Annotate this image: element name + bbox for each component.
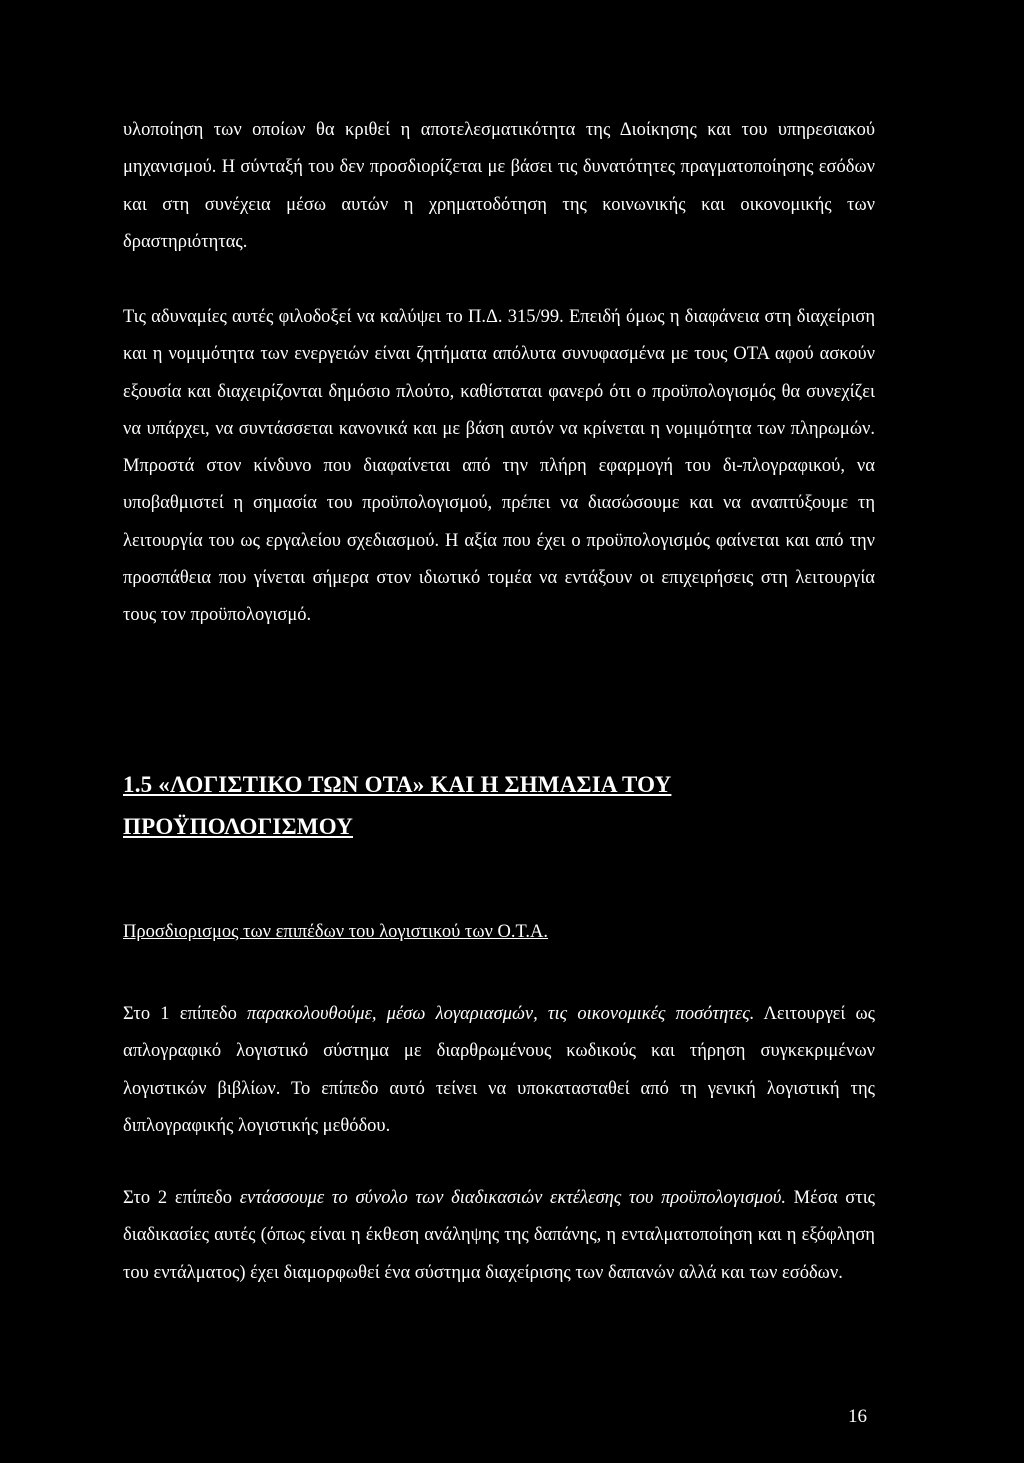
paragraph-level-1	[123, 996, 875, 1145]
level-1-italic: παρακολουθούμε, μέσω λογαριασμών, τις οικονομικές ποσότητες.	[247, 1004, 755, 1024]
level-2-italic: εντάσσουμε το σύνολο των διαδικασιών εκτέλεσης του προϋπολογισμού.	[239, 1188, 786, 1208]
paragraph-budget-execution: υλοποίηση των οποίων θα κριθεί η αποτελεσματικότητα της Διοίκησης και του υπηρεσιακού μηχανισμού. Η σύνταξή του δεν προσδιορίζεται με βάσει τις δυνατότητες πραγματοποίησης εσόδων και στη συνέχεια μέσω αυτών η χρηματοδότηση της κοινωνικής και οικονομικής των δραστηριότητας.	[123, 120, 875, 252]
page-number: 16	[848, 1406, 867, 1427]
paragraph-pd-315-99: Τις αδυναμίες αυτές φιλοδοξεί να καλύψει το Π.Δ. 315/99. Επειδή όμως η διαφάνεια στη διαχείριση και η νομιμότητα των ενεργειών είναι ζητήματα απόλυτα συνυφασμένα με τους ΟΤΑ αφού ασκούν εξουσία και διαχειρίζονται δημόσιο πλούτο, καθίσταται φανερό ότι ο προϋπολογισμός θα συνεχίζει να υπάρχει, να συντάσσεται κανονικά και με βάση αυτόν να κρίνεται η νομιμότητα των πληρωμών. Μπροστά στον κίνδυνο που διαφαίνεται από την πλήρη εφαρμογή του δι-πλογραφικού, να υποβαθμιστεί η σημασία του προϋπολογισμού, πρέπει να διασώσουμε και να αναπτύξουμε τη λειτουργία του ως εργαλείου σχεδιασμού. Η αξία που έχει ο προϋπολογισμός φαίνεται και από την προσπάθεια που γίνεται σήμερα στον ιδιωτικό τομέα να εντάξουν οι επιχειρήσεις στη λειτουργία τους τον προϋπολογισμό.	[123, 307, 875, 626]
subheading-accounting-levels: Προσδιορισμος των επιπέδων του λογιστικού των Ο.Τ.Α.	[123, 922, 549, 942]
level-2-intro: Στο 2 επίπεδο	[123, 1188, 240, 1208]
level-1-rest: Λειτουργεί ως απλογραφικό λογιστικό σύστημα με διαρθρωμένους κωδικούς και τήρηση συγκεκριμένων λογιστικών βιβλίων. Το επίπεδο αυτό τείνει να υποκατασταθεί από τη γενική λογιστική της διπλογραφικής λογιστικής μεθόδου.	[123, 1004, 875, 1136]
level-1-intro: Στο 1 επίπεδο	[123, 1004, 248, 1024]
level-2-rest: Μέσα στις διαδικασίες αυτές (όπως είναι η έκθεση ανάληψης της δαπάνης, η ενταλματοποίηση και η εξόφληση του εντάλματος) έχει διαμορφωθεί ένα σύστημα διαχείρισης των δαπανών αλλά και των εσόδων.	[123, 1188, 876, 1283]
section-heading-line1: 1.5 «ΛΟΓΙΣΤΙΚΟ ΤΩΝ ΟΤΑ» ΚΑΙ Η ΣΗΜΑΣΙΑ ΤΟΥ	[123, 772, 672, 797]
section-heading-line2: ΠΡΟΫΠΟΛΟΓΙΣΜΟΥ	[123, 814, 354, 839]
paragraph-level-2	[123, 1180, 875, 1292]
